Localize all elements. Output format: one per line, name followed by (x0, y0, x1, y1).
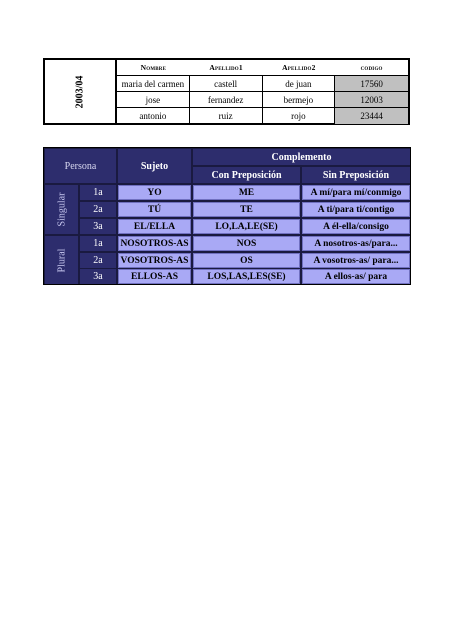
con-preposicion-cell: LO,LA,LE(SE) (193, 219, 300, 234)
sujeto-cell: YO (118, 185, 191, 200)
student-grid (117, 60, 408, 123)
cell-codigo: 12003 (335, 92, 408, 108)
cell-apellido2: de juan (263, 76, 336, 92)
singular-group-label (45, 185, 78, 234)
header-codigo: codigo (360, 63, 383, 72)
con-preposicion-cell: NOS (193, 236, 300, 251)
cell-apellido1: fernandez (190, 92, 263, 108)
cell-apellido1: ruiz (190, 108, 263, 124)
table-row (117, 92, 408, 108)
cell-codigo: 17560 (335, 76, 408, 92)
sin-preposicion-cell: A ti/para ti/contigo (302, 202, 410, 217)
persona-number: 3a (80, 219, 116, 234)
student-table (43, 58, 410, 125)
cell-codigo: 23444 (335, 108, 408, 124)
sujeto-cell: NOSOTROS-AS (118, 236, 191, 251)
sujeto-cell: TÚ (118, 202, 191, 217)
singular-label: Singular (56, 192, 68, 227)
con-preposicion-cell: ME (193, 185, 300, 200)
sujeto-header: Sujeto (118, 149, 191, 183)
plural-group-label (45, 236, 78, 284)
table-row (117, 108, 408, 124)
con-preposicion-header: Con Preposición (193, 167, 300, 183)
cell-apellido2: bermejo (263, 92, 336, 108)
header-nombre: Nombre (140, 63, 167, 72)
cell-apellido1: castell (190, 76, 263, 92)
sujeto-cell: VOSOTROS-AS (118, 253, 191, 268)
con-preposicion-cell: OS (193, 253, 300, 268)
sin-preposicion-cell: A ellos-as/ para (302, 269, 410, 284)
persona-number: 1a (80, 236, 116, 251)
persona-number: 2a (80, 253, 116, 268)
persona-number: 1a (80, 185, 116, 200)
plural-label: Plural (55, 248, 67, 272)
complemento-header: Complemento (193, 149, 410, 165)
header-apellido2: Apellido2 (282, 63, 316, 72)
sujeto-cell: EL/ELLA (118, 219, 191, 234)
sujeto-cell: ELLOS-AS (118, 269, 191, 284)
table-row (117, 76, 408, 92)
pronoun-table (43, 147, 411, 285)
sin-preposicion-cell: A él-ella/consigo (302, 219, 410, 234)
cell-apellido2: rojo (263, 108, 336, 124)
persona-number: 2a (80, 202, 116, 217)
cell-nombre: jose (117, 92, 190, 108)
con-preposicion-cell: TE (193, 202, 300, 217)
year-cell (45, 60, 117, 123)
sin-preposicion-cell: A mí/para mí/conmigo (302, 185, 410, 200)
header-apellido1: Apellido1 (209, 63, 243, 72)
sin-preposicion-header: Sin Preposición (302, 167, 410, 183)
sin-preposicion-cell: A vosotros-as/ para... (302, 253, 410, 268)
sin-preposicion-cell: A nosotros-as/para... (302, 236, 410, 251)
year-label: 2003/04 (74, 75, 86, 108)
con-preposicion-cell: LOS,LAS,LES(SE) (193, 269, 300, 284)
cell-nombre: antonio (117, 108, 190, 124)
persona-header: Persona (45, 149, 116, 183)
persona-number: 3a (80, 269, 116, 284)
header-row (117, 60, 408, 76)
cell-nombre: maria del carmen (117, 76, 190, 92)
